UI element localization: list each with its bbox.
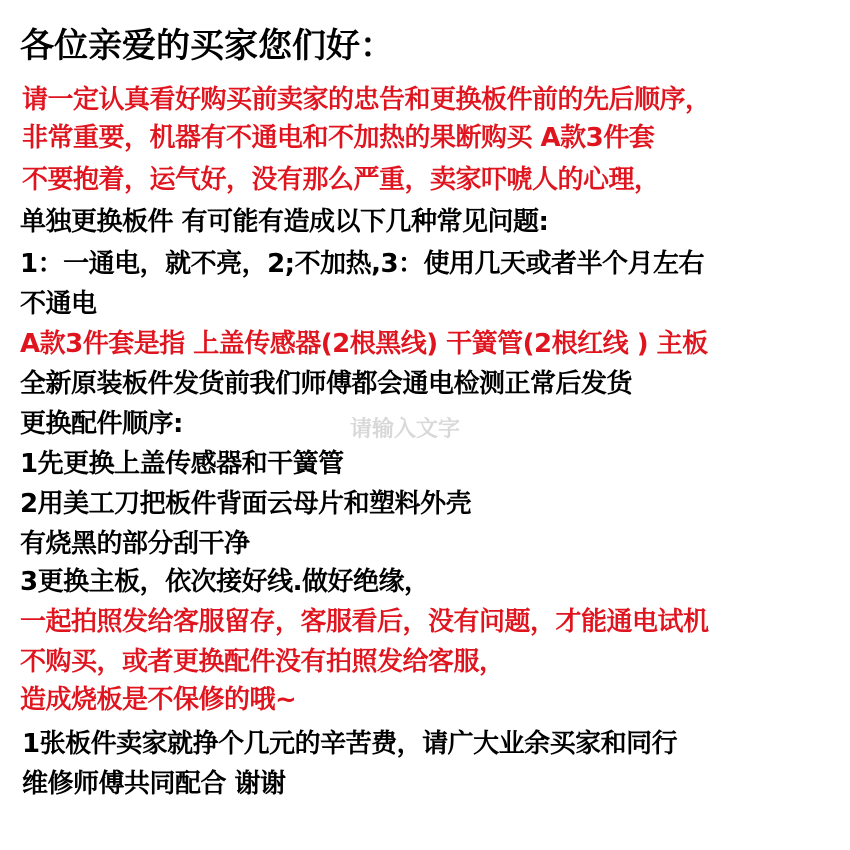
warning-line-2: 非常重要，机器有不通电和不加热的果断购买 A款3件套 — [22, 123, 655, 153]
page-title: 各位亲爱的买家您们好： — [20, 26, 394, 66]
info-line-1: 单独更换板件 有可能有造成以下几种常见问题: — [20, 207, 549, 237]
closing-line-2: 维修师傅共同配合 谢谢 — [22, 769, 286, 799]
info-line-2: 1：一通电，就不亮，2;不加热,3：使用几天或者半个月左右 — [20, 249, 705, 279]
closing-line-1: 1张板件卖家就挣个几元的辛苦费，请广大业余买家和同行 — [22, 729, 678, 759]
info-line-3: 不通电 — [20, 289, 97, 319]
warning-line-3: 不要抱着，运气好，没有那么严重，卖家吓唬人的心理， — [22, 165, 660, 195]
step-2: 2用美工刀把板件背面云母片和塑料外壳 — [20, 489, 472, 519]
warning-line-1: 请一定认真看好购买前卖家的忠告和更换板件前的先后顺序， — [22, 85, 711, 115]
warning-line-6: 造成烧板是不保修的哦~ — [20, 685, 297, 715]
warning-line-5: 不购买，或者更换配件没有拍照发给客服， — [20, 647, 505, 677]
step-1: 1先更换上盖传感器和干簧管 — [20, 449, 344, 479]
step-3: 3更换主板，依次接好线.做好绝缘， — [20, 567, 430, 597]
watermark-text: 请输入文字 — [350, 417, 461, 442]
steps-heading: 更换配件顺序: — [20, 409, 183, 439]
info-line-4: 全新原装板件发货前我们师傅都会通电检测正常后发货 — [20, 369, 633, 399]
step-2-continued: 有烧黑的部分刮干净 — [20, 529, 250, 559]
warning-line-4: 一起拍照发给客服留存，客服看后，没有问题，才能通电试机 — [20, 607, 709, 637]
kit-definition-line: A款3件套是指 上盖传感器(2根黑线) 干簧管(2根红线 ) 主板 — [20, 329, 708, 359]
